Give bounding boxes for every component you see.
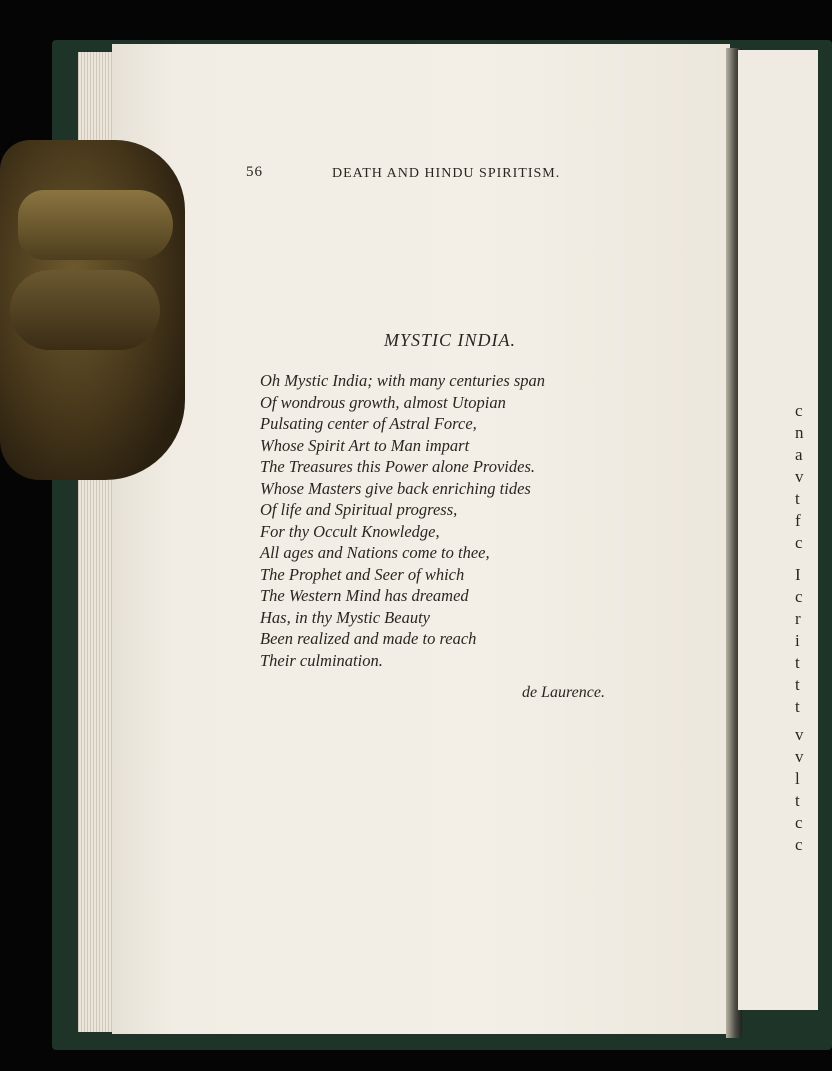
poem-line: Pulsating center of Astral Force,: [260, 414, 477, 433]
poem-line: Of life and Spiritual progress,: [260, 500, 458, 519]
poem-title: MYSTIC INDIA.: [383, 330, 516, 350]
poem-line: Of wondrous growth, almost Utopian: [260, 392, 506, 412]
right-page-fragment: t: [795, 697, 800, 716]
right-page-fragment: f: [795, 511, 801, 530]
right-page-fragment: v: [795, 725, 804, 744]
poem-line: Has, in thy Mystic Beauty: [260, 607, 430, 627]
right-page-fragment: I: [795, 565, 801, 584]
right-page: [738, 50, 818, 1010]
right-page-fragment: v: [795, 747, 804, 766]
poem-line: Whose Spirit Art to Man impart: [260, 435, 470, 455]
right-page-fragment: n: [795, 423, 804, 442]
right-page-fragment: t: [795, 791, 800, 810]
page-header: [246, 164, 586, 188]
right-page-fragment: a: [795, 445, 803, 464]
poem-line: The Western Mind has dreamed: [260, 586, 469, 605]
poem-line: All ages and Nations come to thee,: [260, 543, 490, 562]
right-page-fragment: c: [795, 587, 803, 606]
right-page-fragment: t: [795, 653, 800, 672]
brass-hand-bookmark: [0, 140, 185, 480]
poem-line: The Prophet and Seer of which: [260, 564, 465, 584]
right-page-fragment: v: [795, 467, 804, 486]
poem-line: Their culmination.: [260, 650, 383, 670]
right-page-fragment: l: [795, 769, 800, 788]
right-page-fragment: c: [795, 533, 803, 552]
right-page-fragment: r: [795, 609, 801, 628]
right-page-fragment: t: [795, 675, 800, 694]
right-page-fragment: t: [795, 489, 800, 508]
poem-body: [260, 370, 620, 671]
poem-line: For thy Occult Knowledge,: [260, 521, 440, 541]
poem-attribution: de Laurence.: [522, 684, 605, 701]
right-page-fragment: i: [795, 631, 800, 650]
running-head: DEATH AND HINDU SPIRITISM.: [332, 166, 561, 181]
poem-line: Oh Mystic India; with many centuries span: [260, 371, 546, 390]
poem-line: Whose Masters give back enriching tides: [260, 478, 531, 498]
page-number: 56: [246, 164, 263, 180]
right-page-fragment: c: [795, 813, 803, 832]
poem-line: Been realized and made to reach: [260, 629, 477, 648]
poem-line: The Treasures this Power alone Provides.: [260, 457, 535, 476]
right-page-fragment: c: [795, 835, 803, 854]
right-page-fragment: c: [795, 401, 803, 420]
